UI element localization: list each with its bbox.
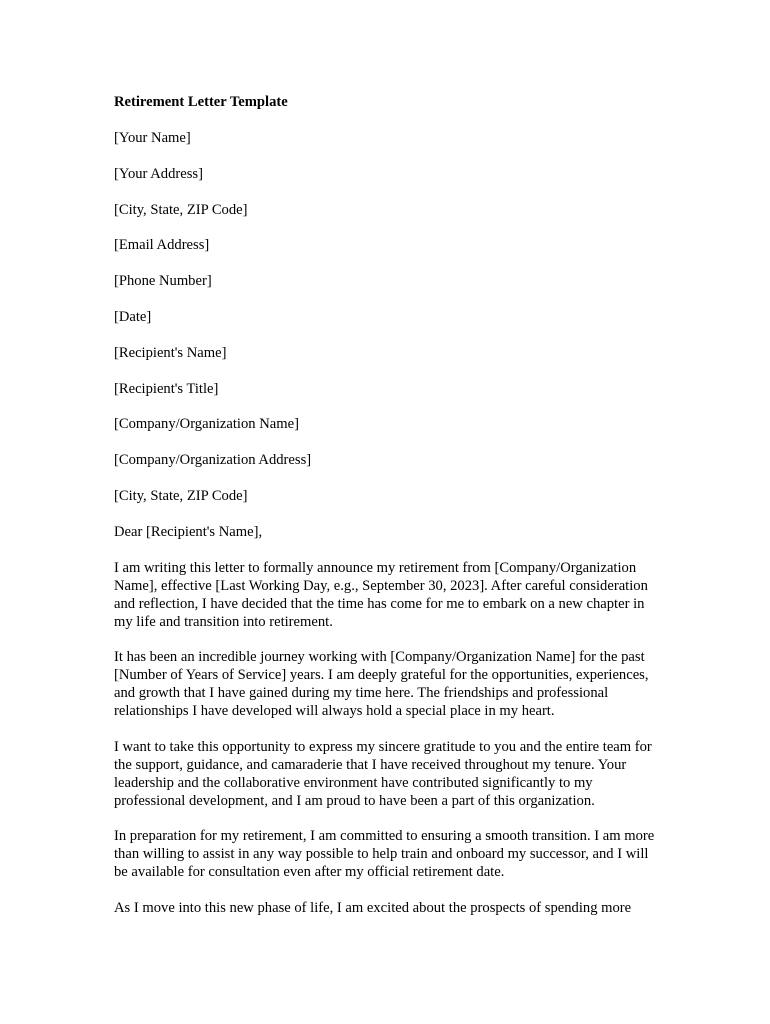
paragraph-new-phase: As I move into this new phase of life, I am excited about the prospects of spending more <box>114 899 632 916</box>
sender-address: [Your Address] <box>114 165 203 182</box>
sender-name: [Your Name] <box>114 130 191 146</box>
paragraph-retirement-announcement: I am writing this letter to formally announce my retirement from [Company/Organization Name], effective [Last Working Day, e.g., September 30, 2023]. After careful consideration and reflection, I have decided that the time has come for me to embark on a new chapter in my life and transition into retirement. <box>114 559 648 630</box>
document-title: Retirement Letter Template <box>114 94 288 110</box>
paragraph-transition: In preparation for my retirement, I am committed to ensuring a smooth transition. I am more than willing to assist in any way possible to help train and onboard my successor, and I will be available for consultation even after my official retirement date. <box>114 828 655 881</box>
recipient-title: [Recipient's Title] <box>114 380 219 397</box>
recipient-name: [Recipient's Name] <box>114 344 227 361</box>
paragraph-journey: It has been an incredible journey working with [Company/Organization Name] for the past [Number of Years of Service] years. I am deeply grateful for the opportunities, experiences, and growth that I have gained during my time here. The friendships and professional relationships I have developed will always hold a special place in my heart. <box>114 649 649 720</box>
sender-phone: [Phone Number] <box>114 273 212 290</box>
paragraph-gratitude: I want to take this opportunity to express my sincere gratitude to you and the entire team for the support, guidance, and camaraderie that I have received throughout my tenure. Your leadership and the collaborative environment have contributed significantly to my professional development, and I am proud to have been a part of this organization. <box>114 738 652 809</box>
company-address: [Company/Organization Address] <box>114 452 312 469</box>
salutation: Dear [Recipient's Name], <box>114 523 263 540</box>
company-name: [Company/Organization Name] <box>114 416 299 433</box>
letter-body <box>114 93 660 935</box>
sender-city-state-zip: [City, State, ZIP Code] <box>114 201 248 218</box>
sender-email: [Email Address] <box>114 237 210 254</box>
letter-date: [Date] <box>114 308 152 325</box>
company-city-state-zip: [City, State, ZIP Code] <box>114 487 248 504</box>
